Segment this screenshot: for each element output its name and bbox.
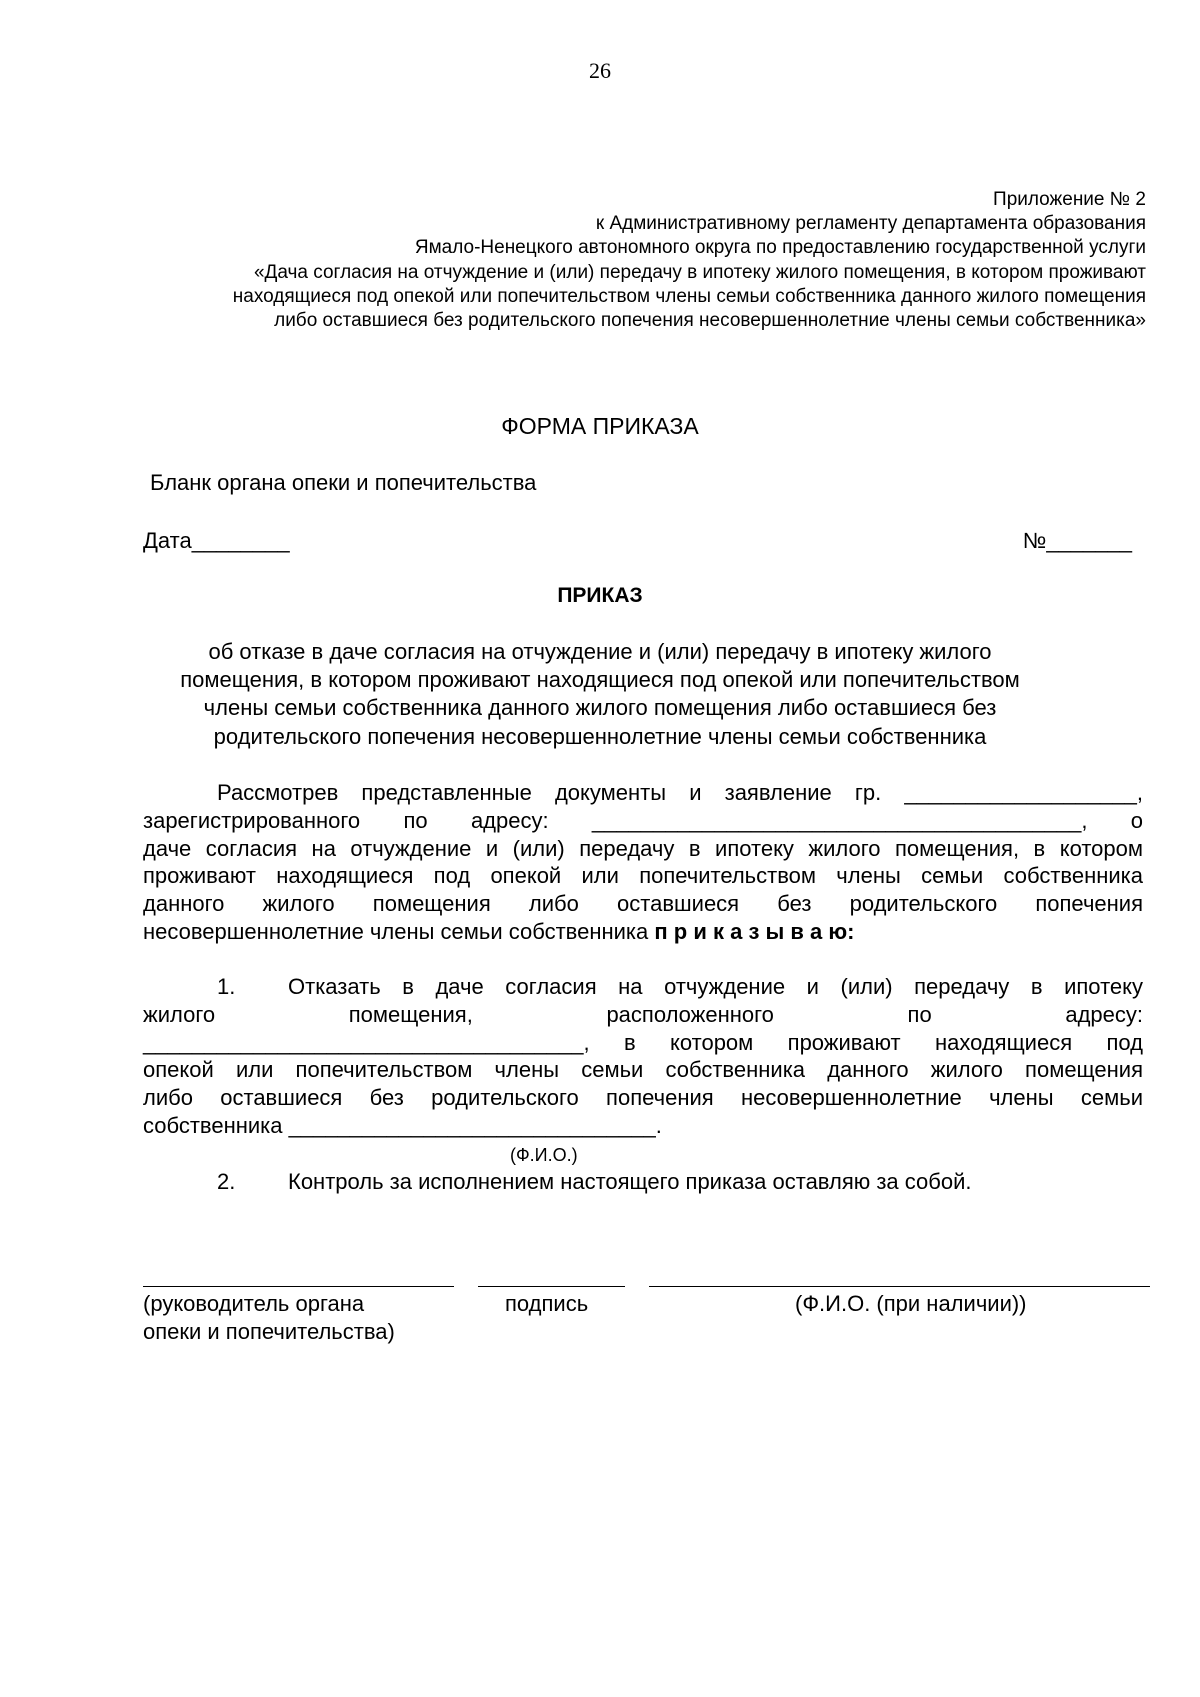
item-number: 2. [217,1169,236,1194]
appendix-line: Ямало-Ненецкого автономного округа по предоставлению государственной услуги [414,237,1146,259]
preamble-line [143,918,1143,946]
page-number: 26 [589,58,611,83]
order-item-1 [143,973,1143,1140]
item-line: ____________________________________, в котором проживают находящиеся под [143,1029,1143,1055]
appendix-line: к Административному регламенту департамента образования [595,213,1146,235]
preamble-line: даче согласия на отчуждение и (или) передачу в ипотеку жилого помещения, в котором [143,835,1143,861]
subject-line: об отказе в даче согласия на отчуждение и (или) передачу в ипотеку жилого [208,639,992,664]
orders-word: п р и к а з ы в а ю: [654,918,855,944]
head-label [143,1290,395,1346]
item-first-line [143,1168,1143,1196]
subject-line: родительского попечения несовершеннолетние члены семьи собственника [213,723,987,749]
item-line: либо оставшиеся без родительского попечения несовершеннолетние члены семьи [143,1085,1143,1111]
subject-line: члены семьи собственника данного жилого помещения либо оставшиеся без [203,695,997,721]
fio-label: (Ф.И.О. (при наличии)) [795,1291,1027,1316]
item-number: 1. [217,974,236,999]
signature-line [478,1286,625,1287]
appendix-header [146,188,1146,333]
preamble-paragraph [143,779,1143,946]
head-signature-line [143,1286,454,1287]
date-field: Дата________ [143,528,290,553]
appendix-line: Приложение № 2 [993,189,1146,210]
fio-signature-line [649,1286,1150,1287]
fio-caption: (Ф.И.О.) [510,1145,578,1165]
item-line: Контроль за исполнением настоящего приказа оставляю за собой. [288,1169,972,1194]
form-title: ФОРМА ПРИКАЗА [501,413,699,439]
appendix-line: либо оставшиеся без родительского попечения несовершеннолетние члены семьи собственника» [274,310,1146,332]
subject-line: помещения, в котором проживают находящиеся под опекой или попечительством [180,667,1020,693]
order-item-2 [143,1168,1143,1196]
sign-label: подпись [505,1291,589,1316]
preamble-line: зарегистрированного по адресу: ________________________________________, о [143,807,1143,833]
number-field: №_______ [1022,528,1132,553]
preamble-text: несовершеннолетние члены семьи собственника [143,918,655,944]
appendix-line: находящиеся под опекой или попечительством члены семьи собственника данного жилого помещения [232,285,1146,307]
item-line: жилого помещения, расположенного по адресу: [143,1001,1143,1027]
item-first-line [143,973,1143,1001]
appendix-line: «Дача согласия на отчуждение и (или) передачу в ипотеку жилого помещения, в котором проживают [253,261,1146,283]
item-line: собственника ______________________________. [143,1112,662,1138]
order-subject [0,638,1200,751]
preamble-line: данного жилого помещения либо оставшиеся без родительского попечения [143,891,1143,917]
preamble-line: Рассмотрев представленные документы и заявление гр. ___________________, [217,780,1143,805]
item-line: Отказать в даче согласия на отчуждение и (или) передачу в ипотеку [288,974,1143,999]
preamble-line: проживают находящиеся под опекой или попечительством члены семьи собственника [143,863,1143,889]
head-label-line: (руководитель органа [143,1291,365,1316]
head-label-line: опеки и попечительства) [143,1319,395,1344]
order-title: ПРИКАЗ [557,584,643,607]
blank-label: Бланк органа опеки и попечительства [150,470,537,495]
item-line: опекой или попечительством члены семьи собственника данного жилого помещения [143,1057,1143,1083]
